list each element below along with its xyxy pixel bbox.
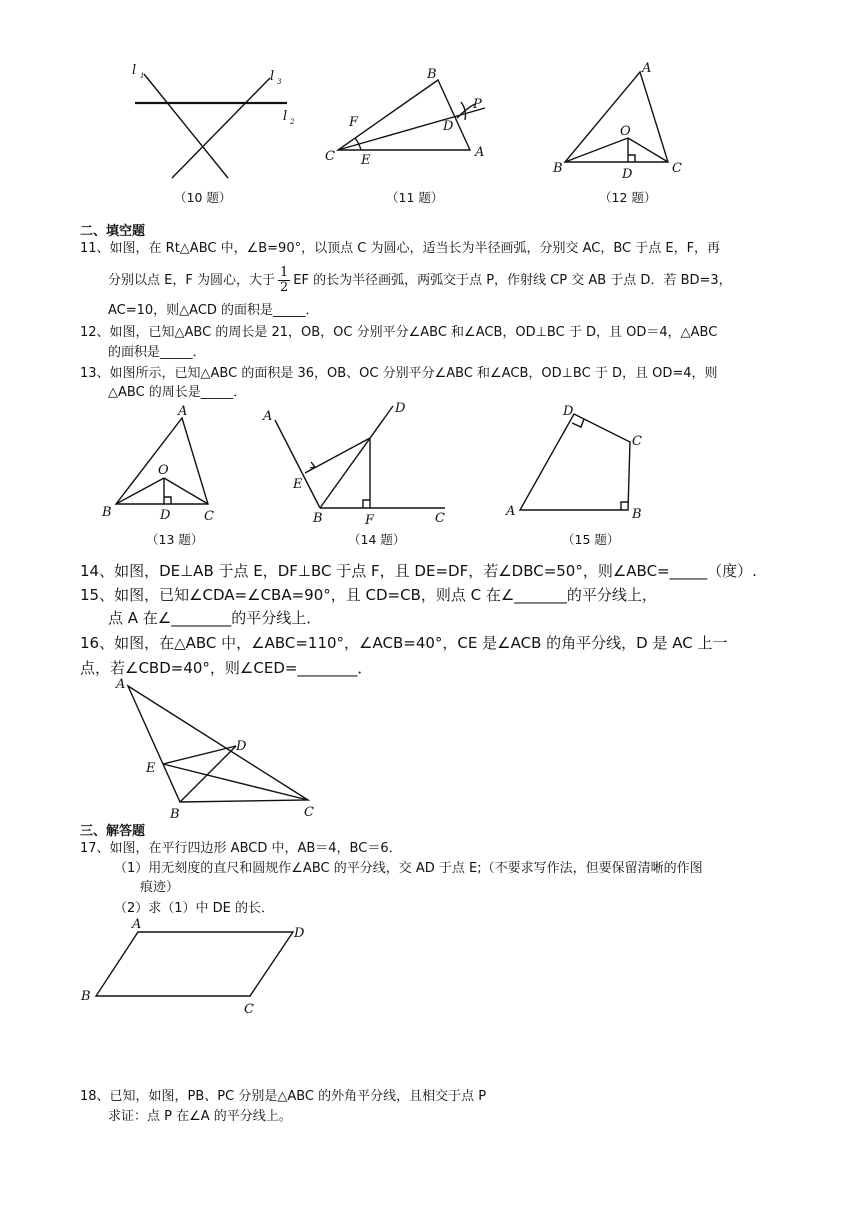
q12-line1: 12、如图，已知△ABC 的周长是 21，OB，OC 分别平分∠ABC 和∠ACB，OD⊥BC 于 D，且 OD＝4，△ABC [80,325,718,340]
label-A: A [506,504,516,519]
q18-line2: 求证：点 P 在∠A 的平分线上。 [108,1109,292,1124]
q11-line1: 11、如图，在 Rt△ABC 中，∠B=90°，以顶点 C 为圆心，适当长为半径画弧，分别交 AC，BC 于点 E，F，再 [80,241,721,256]
label-F: F [349,115,359,130]
figure-10 [120,60,310,185]
label-O: O [620,124,631,139]
q16-line1: 16、如图，在△ABC 中，∠ABC=110°，∠ACB=40°，CE 是∠ACB 的角平分线，D 是 AC 上一 [80,634,728,652]
label-D: D [443,119,454,134]
label-C: C [204,509,214,524]
figure-11 [315,60,495,175]
figure-12 [550,58,700,183]
q16-line2: 点，若∠CBD=40°，则∠CED=________． [80,659,373,677]
label-B: B [427,67,437,82]
label-O: O [158,463,169,478]
q17-line4: （2）求（1）中 DE 的长． [114,901,275,916]
q17-line2: （1）用无刻度的直尺和圆规作∠ABC 的平分线，交 AD 于点 E;（不要求写作法，但要保留清晰的作图 [114,861,703,876]
label-D: D [294,926,305,941]
label-D: D [395,401,406,416]
figure-16 [108,672,328,822]
label-B: B [170,807,180,822]
label-l3: l [270,69,275,84]
caption-11: （11 题） [386,190,444,205]
label-A: A [178,404,188,419]
label-A: A [475,145,485,160]
q13-line1: 13、如图所示，已知△ABC 的面积是 36，OB、OC 分别平分∠ABC 和∠ACB，OD⊥BC 于 D，且 OD=4，则 [80,366,718,381]
q17-line1: 17、如图，在平行四边形 ABCD 中，AB＝4，BC＝6． [80,841,402,856]
figure-15 [500,398,650,528]
label-D: D [563,404,574,419]
svg-text:1: 1 [140,72,145,80]
label-D: D [622,167,633,182]
figure-14 [255,398,455,528]
label-A: A [132,917,142,932]
label-P: P [473,97,482,112]
label-l2: l [283,109,288,124]
q14-line1: 14、如图，DE⊥AB 于点 E，DF⊥BC 于点 F，且 DE=DF，若∠DBC=50°，则∠ABC=_____（度）. [80,562,757,580]
label-C: C [435,511,445,526]
label-B: B [632,507,642,522]
figure-17-parallelogram [78,916,318,1016]
label-A: A [116,677,126,692]
label-B: B [81,989,91,1004]
label-A: A [642,61,652,76]
label-B: B [313,511,323,526]
q15-line2: 点 A 在∠________的平分线上． [108,609,322,627]
caption-12: （12 题） [599,190,657,205]
label-C: C [244,1002,254,1016]
label-D: D [236,739,247,754]
q11-line3: AC=10，则△ACD 的面积是_____． [108,303,319,318]
q18-line1: 18、已知，如图，PB、PC 分别是△ABC 的外角平分线，且相交于点 P [80,1089,487,1104]
label-C: C [304,805,314,820]
section-solve-title: 三、解答题 [80,824,146,839]
label-C: C [632,434,642,449]
q11-line2: 分别以点 E，F 为圆心，大于 $\frac{1}{2}$ EF 的长为半径画弧，两弧交于点 P，作射线 CP 交 AB 于点 D．若 BD=3， [108,265,732,295]
label-B: B [553,161,563,176]
label-C: C [672,161,682,176]
label-E: E [146,761,156,776]
q12-line2: 的面积是_____． [108,345,206,360]
caption-13: （13 题） [146,532,204,547]
svg-text:3: 3 [277,78,282,86]
label-l1: l [132,63,137,78]
caption-10: （10 题） [174,190,232,205]
label-A: A [263,409,273,424]
label-D: D [160,508,171,523]
q17-line3: 痕迹） [140,880,180,895]
caption-14: （14 题） [348,532,406,547]
label-F: F [365,513,375,528]
label-E: E [361,153,371,168]
section-fill-in-title: 二、填空题 [80,224,146,239]
label-C: C [325,149,335,164]
fraction-one-half: $\frac{1}{2}$ [279,265,289,295]
svg-text:2: 2 [290,118,295,126]
label-B: B [102,505,112,520]
caption-15: （15 题） [562,532,620,547]
figure-13 [98,402,228,527]
label-E: E [293,477,303,492]
q15-line1: 15、如图，已知∠CDA=∠CBA=90°，且 CD=CB，则点 C 在∠_______的平分线上， [80,586,657,604]
q13-line2: △ABC 的周长是_____． [108,385,247,400]
